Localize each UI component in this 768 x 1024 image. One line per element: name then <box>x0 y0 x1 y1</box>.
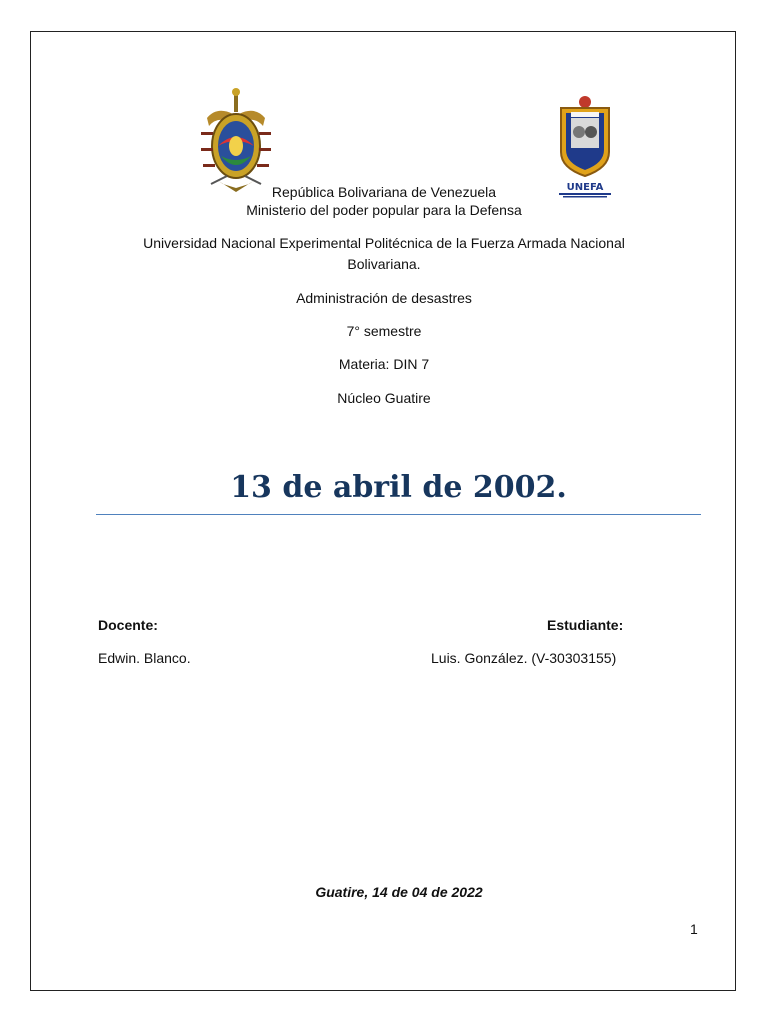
title-rule <box>96 514 701 515</box>
ministry-line: Ministerio del poder popular para la Defensa <box>246 202 522 218</box>
student-label: Estudiante: <box>547 617 624 633</box>
place-date: Guatire, 14 de 04 de 2022 <box>315 884 483 900</box>
semester-line: 7° semestre <box>346 323 422 339</box>
campus-line: Núcleo Guatire <box>337 390 431 406</box>
republic-line: República Bolivariana de Venezuela <box>271 184 497 200</box>
course-line: Administración de desastres <box>296 290 472 306</box>
teacher-label: Docente: <box>98 617 158 633</box>
page-border <box>30 31 736 991</box>
university-line-2: Bolivariana. <box>347 256 421 272</box>
student-name: Luis. González. (V-30303155) <box>431 650 617 666</box>
page-number: 1 <box>690 921 698 937</box>
subject-line: Materia: DIN 7 <box>338 356 430 372</box>
document-title: 13 de abril de 2002. <box>230 470 567 505</box>
university-line-1: Universidad Nacional Experimental Politécnica de la Fuerza Armada Nacional <box>143 235 625 251</box>
teacher-name: Edwin. Blanco. <box>98 650 191 666</box>
unefa-logo-text: UNEFA <box>566 182 604 193</box>
fanb-coat-of-arms-logo <box>197 88 275 196</box>
